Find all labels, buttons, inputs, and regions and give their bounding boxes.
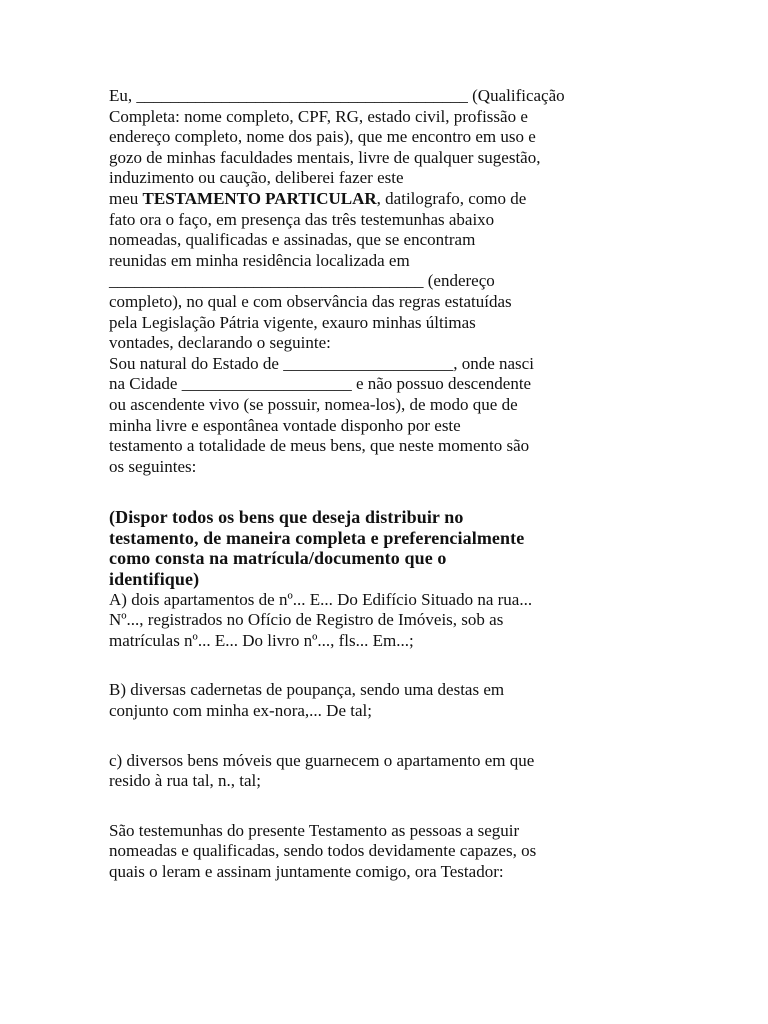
text-line: minha livre e espontânea vontade disponho por este	[109, 415, 461, 435]
text-line: endereço completo, nome dos pais), que me encontro em uso e	[109, 127, 536, 147]
text-line	[109, 189, 669, 210]
text-line: A) dois apartamentos de nº... E... Do Edifício Situado na rua...	[109, 589, 533, 609]
line-prefix: meu	[109, 188, 143, 208]
witness-paragraph	[109, 821, 669, 883]
text-line: conjunto com minha ex-nora,... De tal;	[109, 701, 372, 721]
spacer	[109, 477, 669, 507]
text-line: os seguintes:	[109, 456, 197, 476]
text-line: quais o leram e assinam juntamente comigo, ora Testador:	[109, 862, 504, 881]
text-line: Sou natural do Estado de ____________________, onde nasci	[109, 353, 534, 373]
text-line: pela Legislação Pátria vigente, exauro minhas últimas	[109, 312, 476, 332]
intro-paragraph	[109, 86, 669, 477]
text-line: Completa: nome completo, CPF, RG, estado civil, profissão e	[109, 106, 528, 126]
text-line: Nº..., registrados no Ofício de Registro de Imóveis, sob as	[109, 610, 504, 630]
text-line: fato ora o faço, em presença das três testemunhas abaixo	[109, 209, 495, 229]
text-line: na Cidade ____________________ e não possuo descendente	[109, 374, 532, 394]
text-line: Eu, _______________________________________ (Qualificação	[109, 86, 565, 105]
heading-line: identifique)	[109, 569, 200, 590]
heading-line: (Dispor todos os bens que deseja distribuir no	[109, 507, 464, 528]
text-line: resido à rua tal, n., tal;	[109, 771, 262, 791]
text-line: reunidas em minha residência localizada em	[109, 250, 410, 270]
text-line: completo), no qual e com observância das regras estatuídas	[109, 291, 512, 311]
heading-line: testamento, de maneira completa e preferencialmente	[109, 527, 525, 548]
text-line: c) diversos bens móveis que guarnecem o apartamento em que	[109, 750, 535, 770]
item-c	[109, 751, 669, 792]
text-line: nomeadas e qualificadas, sendo todos devidamente capazes, os	[109, 841, 537, 861]
text-line: induzimento ou caução, deliberei fazer este	[109, 168, 404, 188]
line-suffix: , datilografo, como de	[376, 188, 527, 208]
spacer	[109, 722, 669, 751]
spacer	[109, 792, 669, 821]
item-a	[109, 590, 669, 652]
text-line: ou ascendente vivo (se possuir, nomea-los), de modo que de	[109, 394, 518, 414]
text-line: gozo de minhas faculdades mentais, livre de qualquer sugestão,	[109, 147, 541, 167]
spacer	[109, 651, 669, 680]
document-page	[109, 86, 669, 883]
text-line: vontades, declarando o seguinte:	[109, 333, 331, 353]
text-line: B) diversas cadernetas de poupança, sendo uma destas em	[109, 680, 505, 700]
text-line: São testemunhas do presente Testamento as pessoas a seguir	[109, 820, 520, 840]
text-line: nomeadas, qualificadas e assinadas, que se encontram	[109, 230, 476, 250]
text-line: _____________________________________ (endereço	[109, 271, 495, 291]
testament-title: TESTAMENTO PARTICULAR	[142, 188, 377, 208]
heading-line: como consta na matrícula/documento que o	[109, 548, 447, 569]
text-line: matrículas nº... E... Do livro nº..., fls... Em...;	[109, 630, 414, 650]
instruction-heading	[109, 507, 669, 589]
item-b	[109, 680, 669, 721]
text-line: testamento a totalidade de meus bens, que neste momento são	[109, 436, 530, 456]
